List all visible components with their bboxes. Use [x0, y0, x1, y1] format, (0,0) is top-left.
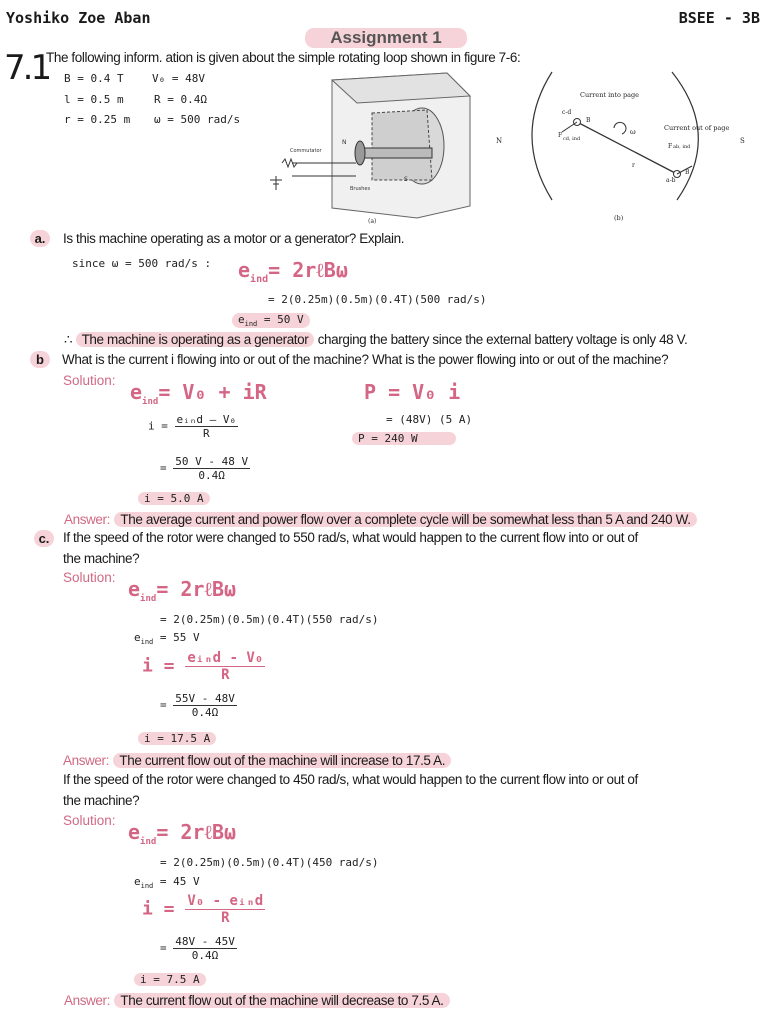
omega-label: ω — [630, 128, 636, 136]
part-c-i4-num: 48V - 45V — [175, 935, 235, 948]
part-c-answer2 — [64, 992, 450, 1010]
part-b-i-result: i = 5.0 A — [138, 492, 210, 505]
part-a-result-e: e — [238, 313, 245, 326]
part-a-result-value: = 50 V — [263, 313, 304, 326]
part-c-question2-l1: If the speed of the rotor were changed to 450 rad/s, what would happen to the current flow into or out of — [63, 772, 638, 787]
b-label-top: B — [586, 117, 591, 124]
part-a-badge: a. — [30, 230, 50, 247]
part-c-i-formula — [142, 650, 265, 683]
part-c-e-result2-e: e — [134, 875, 141, 888]
ab-ind-label: ab, ind — [673, 144, 691, 150]
figure-b-caption: (b) — [614, 214, 624, 222]
figure-a-caption: (a) — [368, 218, 377, 225]
given-omega: ω = 500 rad/s — [154, 113, 241, 126]
part-c-solution-label: Solution: — [63, 570, 116, 585]
part-a-formula-rhs: = 2rℓBω — [268, 258, 348, 282]
cd-label: c-d — [562, 109, 572, 116]
ab-label: a-b — [666, 177, 676, 184]
r-label: r — [632, 162, 635, 169]
figure-b-loop-diagram — [482, 70, 764, 226]
part-c-answer2-label: Answer: — [64, 993, 110, 1008]
part-b-i-substituted — [160, 455, 250, 482]
part-c-formula — [128, 577, 236, 604]
part-a-badge-wrap — [30, 230, 50, 248]
part-a-conclusion-highlight: The machine is operating as a generator — [76, 332, 315, 347]
part-c-i2-fraction — [173, 692, 237, 719]
part-c-question2-l2: the machine? — [63, 793, 140, 808]
part-c-i4-den: 0.4Ω — [191, 949, 219, 962]
part-c-formula2 — [128, 820, 236, 847]
part-c-i3-fraction — [185, 893, 265, 926]
pole-s-label-b: S — [740, 137, 745, 145]
part-c-i4-eq: = — [160, 941, 167, 955]
part-c-e-result — [134, 631, 200, 646]
part-c-question-l1: If the speed of the rotor were changed to 550 rad/s, what would happen to the current flow into or out of — [63, 530, 638, 545]
part-c-i-lhs: i = — [142, 655, 175, 677]
part-a-result — [232, 313, 310, 328]
part-c-i-formula2 — [142, 893, 265, 926]
part-c-i2-den: 0.4Ω — [191, 706, 219, 719]
section-label: BSEE - 3B — [678, 9, 760, 27]
part-c-e-result-sub: ind — [140, 638, 154, 647]
pole-s-label-a: S — [404, 176, 408, 183]
part-b-i2-fraction — [173, 455, 250, 482]
student-name: Yoshiko Zoe Aban — [6, 9, 151, 27]
part-c-i2-lhs: i = — [142, 898, 175, 920]
part-c-i3-num: V₀ - eᵢₙd — [187, 893, 264, 909]
part-b-answer — [64, 511, 697, 529]
given-R: R = 0.4Ω — [154, 93, 207, 106]
part-b-answer-text: The average current and power flow over a complete cycle will be somewhat less than 5 A and 240 W. — [114, 512, 696, 527]
part-a-substitution: = 2(0.25m)(0.5m)(0.4T)(500 rad/s) — [268, 293, 487, 306]
part-a-formula-e: e — [238, 258, 251, 282]
part-b-p-substitution: = (48V) (5 A) — [386, 413, 473, 426]
part-a-formula-sub: ind — [250, 274, 269, 285]
part-a-question: Is this machine operating as a motor or a generator? Explain. — [63, 231, 405, 246]
part-c-e-result2-sub: ind — [140, 882, 154, 891]
part-c-substitution2: = 2(0.25m)(0.5m)(0.4T)(450 rad/s) — [160, 856, 379, 869]
part-c-formula-sub: ind — [140, 594, 157, 604]
given-l: l = 0.5 m — [64, 93, 124, 106]
cd-ind-label: cd, ind — [563, 136, 581, 142]
part-c-i2-eq: = — [160, 698, 167, 712]
part-b-p-result: P = 240 W — [352, 432, 456, 445]
part-c-e-result-e: e — [134, 631, 141, 644]
part-b-i2-den: 0.4Ω — [198, 469, 225, 482]
problem-intro: The following inform. ation is given about the simple rotating loop shown in figure 7-6: — [46, 50, 521, 65]
part-c-i2-num: 55V - 48V — [175, 692, 235, 705]
part-b-i2-eq: = — [160, 461, 167, 475]
part-b-eq1-rhs: = V₀ + iR — [158, 380, 267, 404]
part-b-i-num: eᵢₙd – V₀ — [176, 413, 237, 426]
part-a-result-sub: ind — [244, 320, 258, 329]
part-c-i-result2: i = 7.5 A — [134, 973, 206, 986]
current-into-page-label: Current into page — [580, 91, 639, 99]
part-b-question: What is the current i flowing into or out of the machine? What is the power flowing into or out of the machine? — [62, 352, 669, 367]
figure-a-rotating-loop — [262, 68, 480, 226]
part-c-substitution: = 2(0.25m)(0.5m)(0.4T)(550 rad/s) — [160, 613, 379, 626]
part-c-answer2-text: The current flow out of the machine will decrease to 7.5 A. — [114, 993, 449, 1008]
part-b-eq1-e: e — [130, 380, 143, 404]
part-c-formula2-e: e — [128, 820, 141, 844]
part-a-since: since ω = 500 rad/s : — [72, 257, 212, 270]
part-c-i-substituted2 — [160, 935, 237, 962]
given-B: B = 0.4 T — [64, 72, 124, 85]
part-c-badge-wrap — [34, 530, 54, 548]
part-b-solution-label: Solution: — [63, 373, 116, 388]
part-c-formula2-sub: ind — [140, 837, 157, 847]
part-c-answer-text: The current flow out of the machine will increase to 17.5 A. — [113, 753, 451, 768]
part-c-i-num: eᵢₙd - V₀ — [187, 650, 264, 666]
given-V0: V₀ = 48V — [152, 72, 205, 85]
part-a-conclusion — [64, 332, 687, 348]
part-c-formula2-rhs: = 2rℓBω — [156, 820, 237, 844]
part-c-formula-e: e — [128, 577, 141, 601]
part-b-i-den: R — [202, 427, 210, 440]
part-c-i-fraction — [185, 650, 265, 683]
part-b-eq1 — [130, 380, 267, 407]
figure-b-drawing — [482, 70, 764, 226]
part-b-i2-num: 50 V - 48 V — [175, 455, 249, 468]
part-c-formula-rhs: = 2rℓBω — [156, 577, 237, 601]
part-c-e-result2-value: = 45 V — [159, 875, 200, 888]
part-c-i3-den: R — [221, 910, 230, 926]
commutator-label: Commutator — [290, 148, 322, 154]
part-c-e-result2 — [134, 875, 200, 890]
part-c-i4-fraction — [173, 935, 237, 962]
part-a-conclusion-rest: charging the battery since the external battery voltage is only 48 V. — [314, 332, 688, 347]
f-label-ab: F — [668, 143, 673, 150]
part-c-question-l2: the machine? — [63, 551, 140, 566]
figure-a-drawing — [262, 68, 480, 226]
part-b-badge: b — [30, 351, 50, 368]
part-a-formula — [238, 258, 348, 285]
part-c-answer — [63, 752, 451, 770]
current-out-of-page-label: Current out of page — [664, 124, 730, 132]
b-label-bottom: B — [685, 169, 690, 176]
part-c-badge: c. — [34, 530, 54, 547]
therefore-symbol: ∴ — [64, 332, 73, 347]
part-b-i-lhs: i = — [148, 419, 168, 433]
part-c-solution2-label: Solution: — [63, 813, 116, 828]
pole-n-label-b: N — [496, 137, 503, 145]
part-b-answer-label: Answer: — [64, 512, 110, 527]
part-c-answer-label: Answer: — [63, 753, 109, 768]
part-c-i-den: R — [221, 667, 230, 683]
pole-n-label-a: N — [342, 139, 347, 146]
brushes-label: Brushes — [350, 186, 371, 192]
part-c-i-result: i = 17.5 A — [138, 732, 216, 745]
part-b-i-fraction — [175, 413, 239, 440]
part-b-i-formula — [148, 413, 238, 440]
part-c-i-substituted — [160, 692, 237, 719]
part-c-e-result-value: = 55 V — [159, 631, 200, 644]
f-label-cd: F — [558, 132, 563, 139]
part-b-p-formula: P = V₀ i — [364, 380, 461, 404]
part-b-badge-wrap — [30, 351, 50, 369]
part-b-eq1-sub: ind — [142, 397, 159, 407]
given-r: r = 0.25 m — [64, 113, 131, 126]
problem-number: 7.1 — [4, 48, 50, 88]
page-title: Assignment 1 — [305, 28, 467, 48]
